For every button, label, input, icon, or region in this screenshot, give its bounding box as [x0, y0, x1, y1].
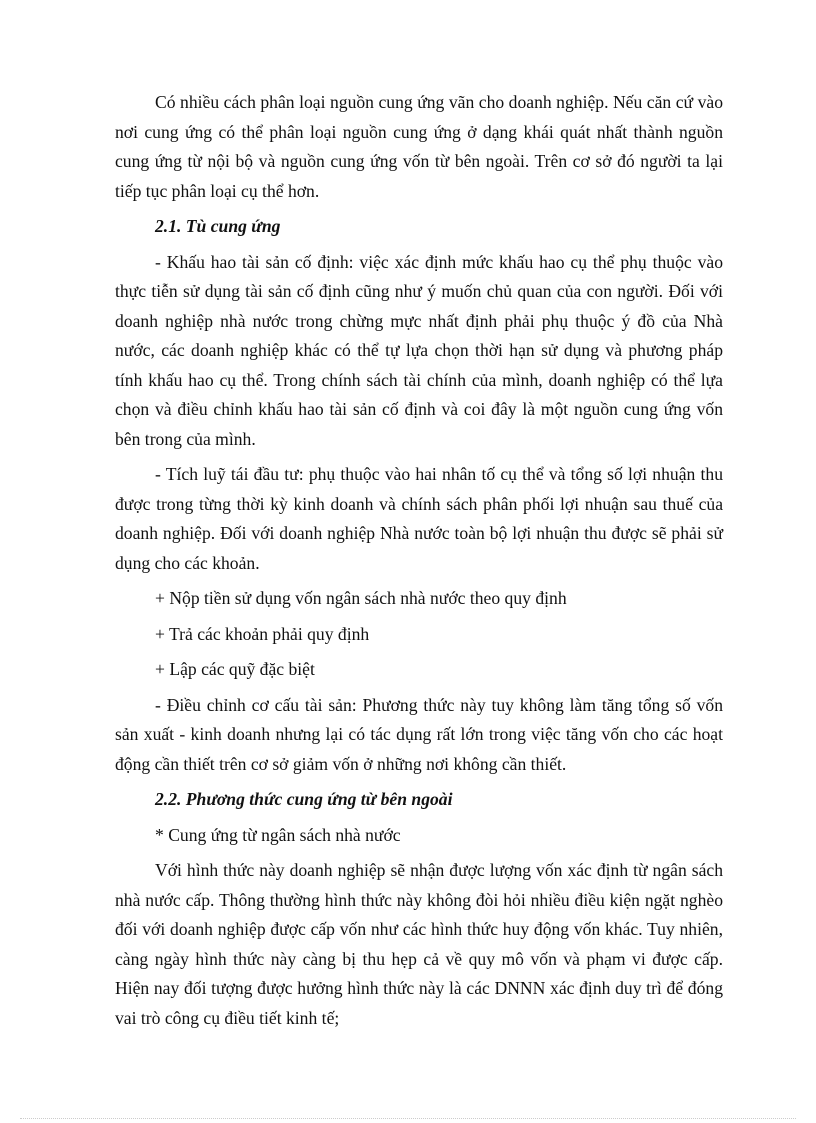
- page-bottom-divider: [20, 1118, 796, 1119]
- list-item-lap-quy: + Lập các quỹ đặc biệt: [155, 659, 315, 679]
- paragraph-intro: Có nhiều cách phân loại nguồn cung ứng vãn cho doanh nghiệp. Nếu căn cứ vào nơi cung ứng có thể phân loại nguồn cung ứng ở dạng khái quát nhất thành nguồn cung ứng từ nội bộ và nguồn cung ứng vốn từ bên ngoài. Trên cơ sở đó người ta lại tiếp tục phân loại cụ thể hơn.: [115, 92, 723, 201]
- paragraph-dieu-chinh: - Điều chỉnh cơ cấu tài sản: Phương thức này tuy không làm tăng tổng số vốn sản xuất - kinh doanh nhưng lại có tác dụng rất lớn trong việc tăng vốn cho các hoạt động cần thiết trên cơ sở giảm vốn ở những nơi không cần thiết.: [115, 694, 723, 774]
- section-heading-2-2: 2.2. Phương thức cung ứng từ bên ngoài: [155, 789, 453, 809]
- section-heading-2-1: 2.1. Tù cung ứng: [155, 216, 281, 236]
- paragraph-tich-luy: - Tích luỹ tái đầu tư: phụ thuộc vào hai nhân tố cụ thể và tổng số lợi nhuận thu được trong từng thời kỳ kinh doanh và chính sách phân phối lợi nhuận sau thuế của doanh nghiệp. Đối với doanh nghiệp Nhà nước toàn bộ lợi nhuận thu được sẽ phải sử dụng cho các khoản.: [115, 464, 723, 573]
- paragraph-khau-hao: - Khấu hao tài sản cố định: việc xác định mức khấu hao cụ thể phụ thuộc vào thực tiễn sử dụng tài sản cố định cũng như ý muốn chủ quan của con người. Đối với doanh nghiệp nhà nước trong chừng mực nhất định phải phụ thuộc ý đồ của Nhà nước, các doanh nghiệp khác có thể tự lựa chọn thời hạn sử dụng và phương pháp tính khấu hao cụ thể. Trong chính sách tài chính của mình, doanh nghiệp có thể lựa chọn và điều chỉnh khấu hao tài sản cố định và coi đây là một nguồn cung ứng vốn bên trong của mình.: [115, 251, 723, 449]
- paragraph-ngan-sach: Với hình thức này doanh nghiệp sẽ nhận được lượng vốn xác định từ ngân sách nhà nước cấp. Thông thường hình thức này không đòi hỏi nhiều điều kiện ngặt nghèo đối với doanh nghiệp được cấp vốn như các hình thức huy động vốn khác. Tuy nhiên, càng ngày hình thức này càng bị thu hẹp cả về quy mô vốn và phạm vi được cấp. Hiện nay đối tượng được hưởng hình thức này là các DNNN xác định duy trì để đóng vai trò công cụ điều tiết kinh tế;: [115, 860, 723, 1028]
- document-page: [115, 88, 723, 1039]
- list-item-nop-tien: + Nộp tiền sử dụng vốn ngân sách nhà nước theo quy định: [155, 588, 567, 608]
- subheading-ngan-sach: * Cung ứng từ ngân sách nhà nước: [155, 824, 401, 845]
- list-item-tra-khoan: + Trả các khoản phải quy định: [155, 623, 370, 644]
